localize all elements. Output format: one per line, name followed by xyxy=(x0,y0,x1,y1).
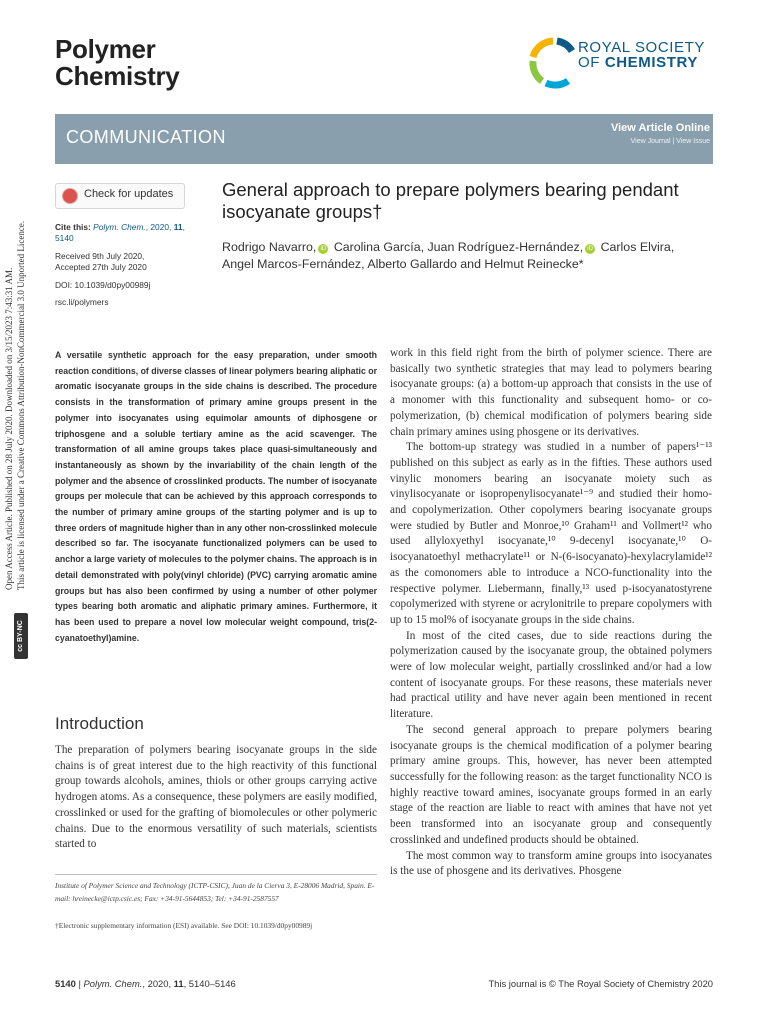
license-line1: Open Access Article. Published on 28 July 2020. Downloaded on 3/15/2023 7:43:31 AM. xyxy=(4,267,14,590)
section-heading: Introduction xyxy=(55,714,144,733)
article-title: General approach to prepare polymers bearing pendant isocyanate groups† xyxy=(222,179,679,222)
body-paragraph: work in this field right from the birth of polymer science. There are basically two synthetic strategies that may lead to polymers bearing isocyanate groups: (a) a bottom-up approach that consists in the use of a monomer with this functionality and subsequent homo- or co-polymerization, (b) chemical modification of polymers bearing side chain primary amines using phosgene or its derivatives. xyxy=(390,347,712,438)
body-paragraph: The preparation of polymers bearing isocyanate groups in the side chains is of great interest due to the high reactivity of this functional group towards alcohols, amines, thiols or other groups carrying active hydrogen atoms. As a consequence, these polymers are easily modified, crosslinked or used for the grafting of biomolecules or other polymeric chains. Due to the enormous versatility of such materials, scientists started to xyxy=(55,744,377,851)
right-column xyxy=(390,346,712,880)
cc-license-icon[interactable]: cc BY-NC xyxy=(14,613,28,659)
orcid-icon[interactable]: iD xyxy=(318,244,328,254)
body-paragraph: The bottom-up strategy was studied in a number of papers¹⁻¹³ published on this subject as early as in the fifties. These authors used vinylic monomers bearing an isocyanate moiety such as vinylisocyanate or isopropenylisocyanate¹⁻⁹ and studied their homo- and copolymerization. Other copolymers bearing isocyanate groups were studied by Butler and Monroe,¹⁰ Graham¹¹ and Vollmert¹² who used allyloxyethyl isocyanate,¹⁰ 9-decenyl isocyanate,¹⁰ O-isocyanatoethyl methacrylate¹¹ or N-(6-isocyanato)-hexylacrylamide¹² as the comonomers able to introduce a NCO-functionality into the respective polymer. Liebermann, finally,¹³ used p-isocyanatostyrene copolymerized with styrene or acrylonitrile to prepare copolymers with up to 15 mol% of isocyanate groups in the side chains. xyxy=(390,441,712,626)
publisher-line1: ROYAL SOCIETY xyxy=(578,39,705,56)
check-for-updates-button[interactable] xyxy=(55,183,185,209)
journal-name-line2: Chemistry xyxy=(55,61,180,91)
publisher-line2: OF CHEMISTRY xyxy=(578,54,698,71)
body-paragraph: The second general approach to prepare polymers bearing isocyanate groups is the chemical modification of a polymer bearing primary amine groups. This, however, has never been attempted successfully for the following reason: as the target functionality NCO is highly reactive toward amines, isocyanate groups formed in an early stage of the reaction are liable to react with amines that have not yet been transformed into an isocyanate group and consequently crosslinked and undefined products should be obtained. xyxy=(390,723,712,846)
footnote-divider xyxy=(55,874,377,875)
publisher-name xyxy=(578,40,705,70)
license-side-text xyxy=(4,110,27,590)
esi-footnote: †Electronic supplementary information (ESI) available. See DOI: 10.1039/d0py00989j xyxy=(55,921,313,930)
affiliation-footnote: Institute of Polymer Science and Technology (ICTP-CSIC), Juan de la Cierva 3, E-28006 Madrid, Spain. E-mail: hreinecke@ictp.csic.es; Fax: +34-91-5644853; Tel: +34-91-2587557 xyxy=(55,881,375,903)
update-check-icon xyxy=(62,188,78,204)
doi[interactable]: DOI: 10.1039/d0py00989j xyxy=(55,280,151,290)
journal-issue-links[interactable]: View Journal | View Issue xyxy=(630,138,710,145)
view-article-online-link[interactable]: View Article Online xyxy=(610,122,710,134)
author-list: Rodrigo Navarro, iD Carolina García, Juan Rodríguez-Hernández, iD Carlos Elvira, Angel Marcos-Fernández, Alberto Gallardo and Helmut Reinecke* xyxy=(222,240,675,271)
page-footer-copyright: This journal is © The Royal Society of Chemistry 2020 xyxy=(488,978,713,989)
article-type: COMMUNICATION xyxy=(66,127,226,147)
orcid-icon[interactable]: iD xyxy=(585,244,595,254)
page-footer-citation: 5140 | Polym. Chem., 2020, 11, 5140–5146 xyxy=(55,978,236,989)
journal-name-line1: Polymer xyxy=(55,34,156,64)
body-paragraph: In most of the cited cases, due to side reactions during the polymerization caused by the isocyanate group, the obtained polymers were of low molecular weight, partially crosslinked and/or had a low content of isocyanate groups. For these reasons, these materials never had practical utility and have never again been mentioned in recent literature. xyxy=(390,629,712,721)
received-dates: Received 9th July 2020, Accepted 27th July 2020 xyxy=(55,251,147,272)
citation-info: Cite this: Polym. Chem., 2020, 11, 5140 xyxy=(55,222,185,243)
journal-name xyxy=(55,36,179,90)
abstract: A versatile synthetic approach for the easy preparation, under smooth reaction conditions, of diverse classes of linear polymers bearing aliphatic or aromatic isocyanate groups in the side chains is described. The procedure consists in the transformation of primary amine groups present in the polymer into isocyanates using equimolar amounts of diphosgene or triphosgene and a soluble tertiary amine as the acid scavenger. The transformation of all amine groups takes place quasi-simultaneously and instantaneously as shown by the invariability of the chain length of the polymer and the absence of crosslinked products. The number of isocyanate groups per molecule that can be achieved by this approach corresponds to the number of primary amine groups of the starting polymer and is up to three orders of magnitude higher than in any other non-crosslinked molecule described so far. The isocyanate functionalized polymers can be used to anchor a large variety of molecules to the polymer chains. The approach is in detail demonstrated with poly(vinyl chloride) (PVC) carrying aromatic amine groups but has also been confirmed by using a number of other polymer types bearing both aromatic and aliphatic primary amines. Furthermore, it has been used to prepare a novel low molecular weight compound, tris(2-cyanatoethyl)amine. xyxy=(55,350,377,643)
license-line2[interactable]: This article is licensed under a Creative Commons Attribution-NonCommercial 3.0 Unported Licence. xyxy=(15,220,26,590)
body-paragraph: The most common way to transform amine groups into isocyanates is the use of phosgene and its derivatives. Phosgene xyxy=(390,849,712,878)
check-for-updates-label: Check for updates xyxy=(84,188,174,200)
rsc-journal-link[interactable]: rsc.li/polymers xyxy=(55,297,109,307)
